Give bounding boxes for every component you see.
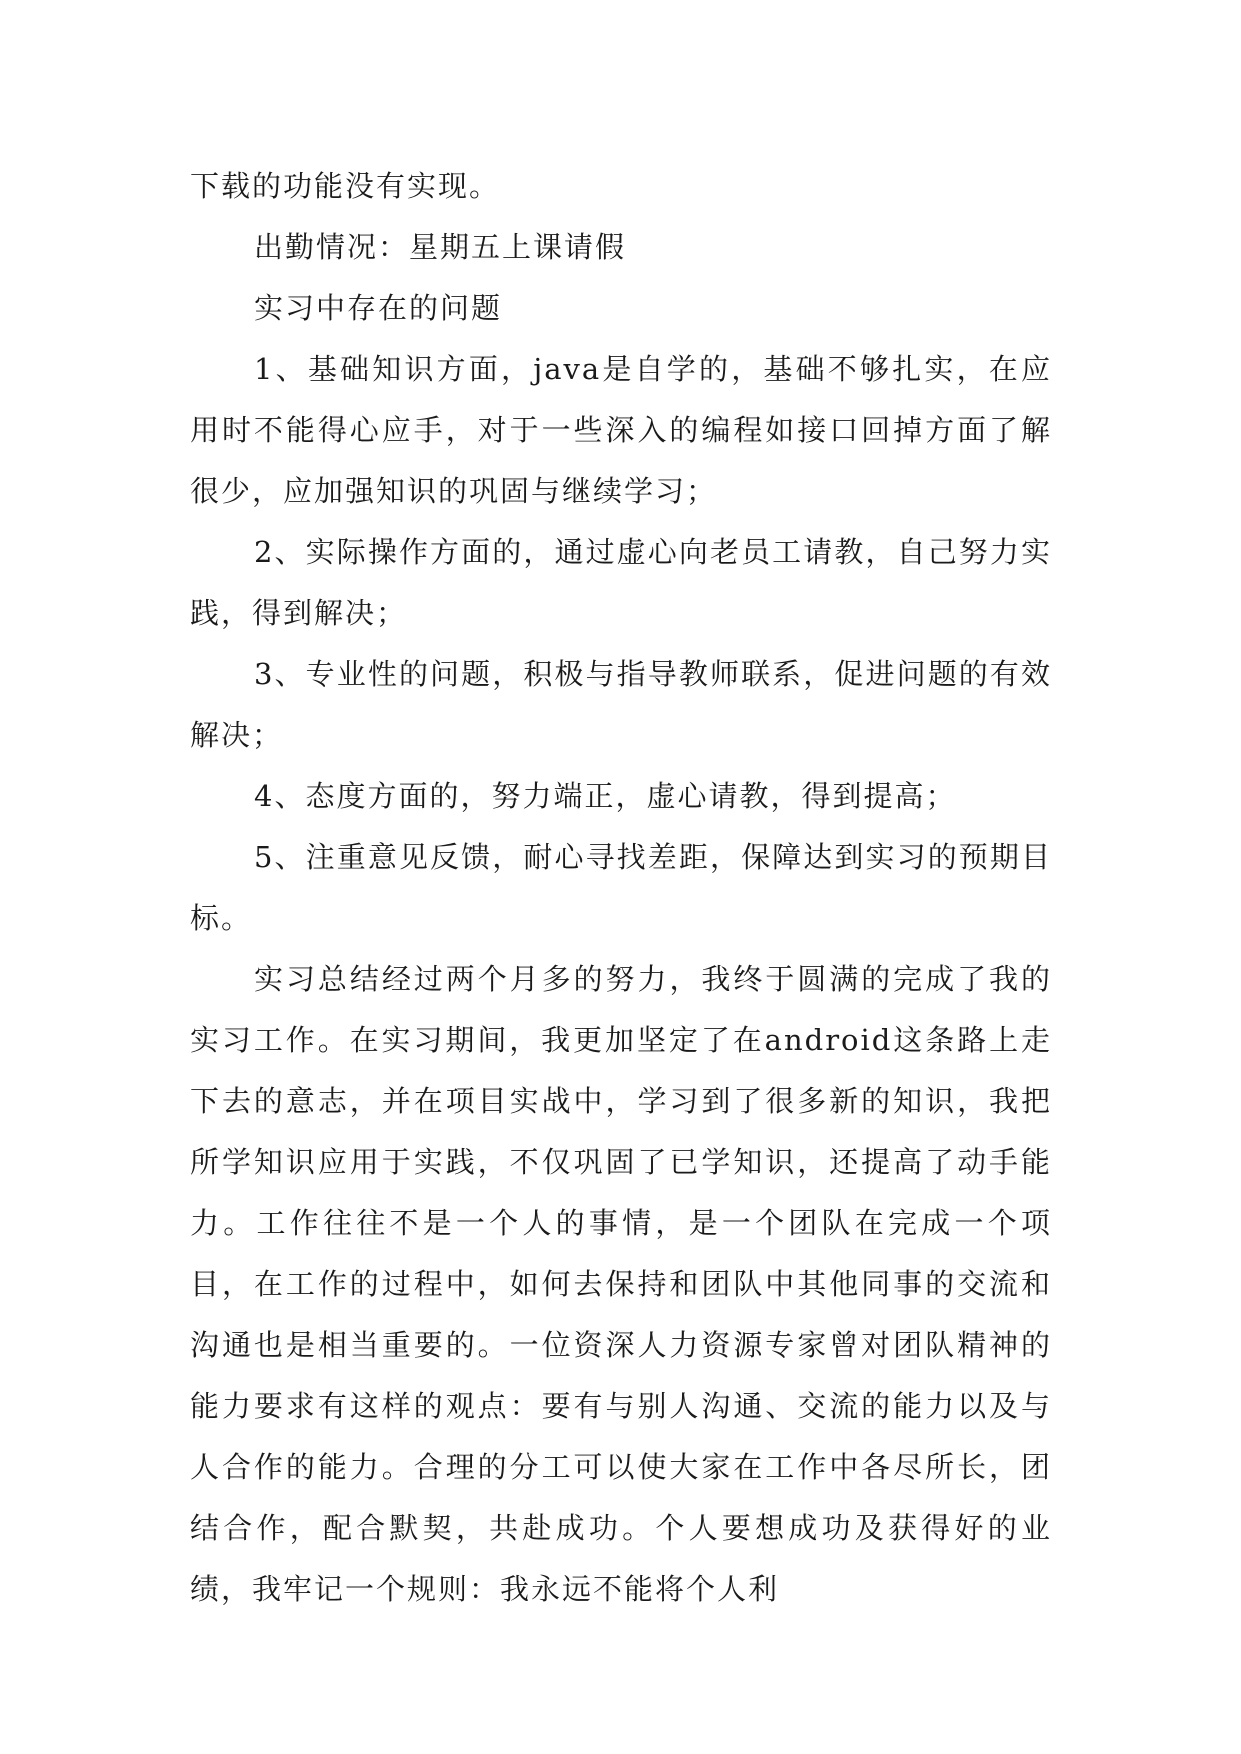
paragraph-problem-3: 3、专业性的问题，积极与指导教师联系，促进问题的有效解决； [190, 657, 1052, 752]
paragraph-problem-1: 1、基础知识方面，java是自学的，基础不够扎实，在应用时不能得心应手，对于一些深入的编程如接口回掉方面了解很少，应加强知识的巩固与继续学习； [190, 352, 1052, 508]
document-body [190, 156, 1052, 1620]
paragraph-problem-2: 2、实际操作方面的，通过虚心向老员工请教，自己努力实践，得到解决； [190, 535, 1052, 630]
paragraph-internship-summary: 实习总结经过两个月多的努力，我终于圆满的完成了我的实习工作。在实习期间，我更加坚定了在android这条路上走下去的意志，并在项目实战中，学习到了很多新的知识，我把所学知识应用于实践，不仅巩固了已学知识，还提高了动手能力。工作往往不是一个人的事情，是一个团队在完成一个项目，在工作的过程中，如何去保持和团队中其他同事的交流和沟通也是相当重要的。一位资深人力资源专家曾对团队精神的能力要求有这样的观点：要有与别人沟通、交流的能力以及与人合作的能力。合理的分工可以使大家在工作中各尽所长，团结合作，配合默契，共赴成功。个人要想成功及获得好的业绩，我牢记一个规则：我永远不能将个人利 [190, 962, 1052, 1606]
paragraph-attendance: 出勤情况：星期五上课请假 [254, 230, 627, 264]
paragraph-download-function: 下载的功能没有实现。 [190, 169, 501, 203]
paragraph-problem-4: 4、态度方面的，努力端正，虚心请教，得到提高； [254, 779, 957, 813]
paragraph-problem-5: 5、注重意见反馈，耐心寻找差距，保障达到实习的预期目标。 [190, 840, 1052, 935]
paragraph-problems-heading: 实习中存在的问题 [254, 291, 503, 325]
